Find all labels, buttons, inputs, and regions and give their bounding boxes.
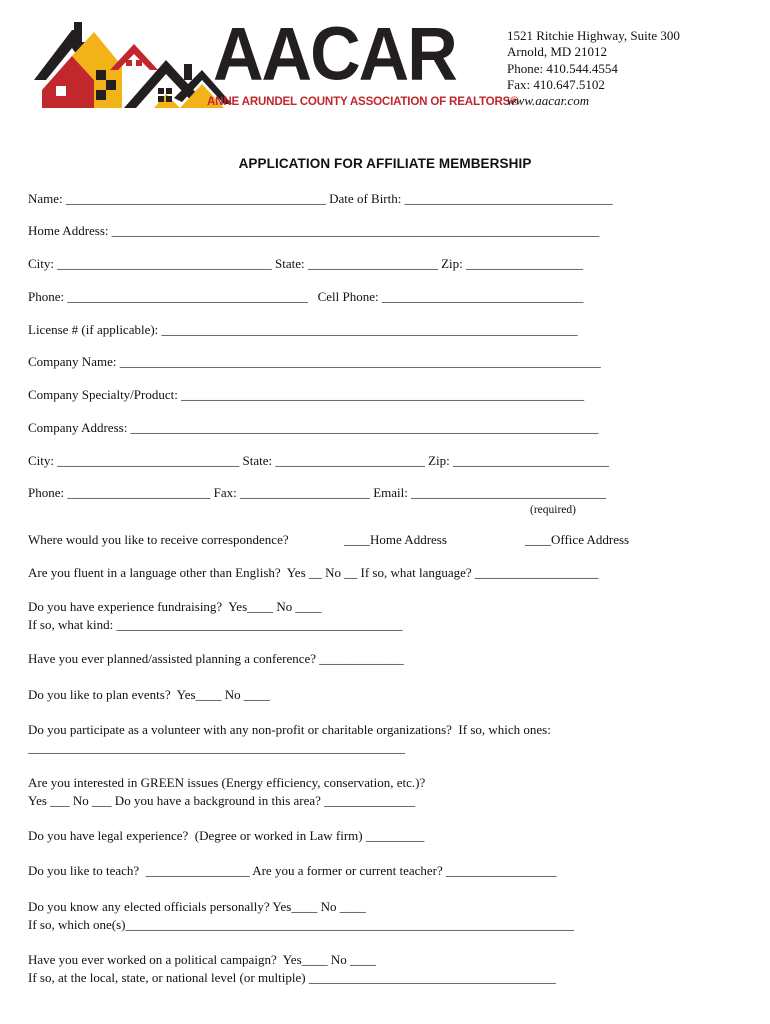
correspondence-question: Where would you like to receive correspondence? xyxy=(28,532,289,547)
address-website: www.aacar.com xyxy=(507,93,590,109)
teaching-question[interactable]: Do you like to teach? ________________ Are you a former or current teacher? _________________ xyxy=(28,863,557,878)
home-address-field[interactable]: Home Address: ___________________________________________________________________________ xyxy=(28,223,600,238)
green-issues-question: Are you interested in GREEN issues (Energy efficiency, conservation, etc.)? xyxy=(28,775,426,790)
volunteer-question: Do you participate as a volunteer with any non-profit or charitable organizations? If so, which ones: xyxy=(28,722,551,737)
city-state-zip-field[interactable]: City: _________________________________ State: ____________________ Zip: __________________ xyxy=(28,256,584,271)
language-question[interactable]: Are you fluent in a language other than English? Yes __ No __ If so, what language? ___________________ xyxy=(28,565,599,580)
campaign-level-field[interactable]: If so, at the local, state, or national level (or multiple) ______________________________________ xyxy=(28,970,556,985)
license-field[interactable]: License # (if applicable): ________________________________________________________________ xyxy=(28,322,578,337)
volunteer-answer-field[interactable]: __________________________________________________________ xyxy=(28,740,405,755)
address-city: Arnold, MD 21012 xyxy=(507,44,608,60)
fundraising-kind-field[interactable]: If so, what kind: ____________________________________________ xyxy=(28,617,403,632)
elected-officials-which-field[interactable]: If so, which one(s)_____________________________________________________________________ xyxy=(28,917,574,932)
correspondence-office-option[interactable]: ____Office Address xyxy=(525,532,630,547)
conference-question[interactable]: Have you ever planned/assisted planning a conference? _____________ xyxy=(28,651,404,666)
company-address-field[interactable]: Company Address: ________________________________________________________________________ xyxy=(28,420,599,435)
company-phone-fax-email-field[interactable]: Phone: ______________________ Fax: ____________________ Email: ______________________________ xyxy=(28,485,607,500)
name-dob-field[interactable]: Name: ________________________________________ Date of Birth: ________________________________ xyxy=(28,191,613,206)
correspondence-home-option[interactable]: ____Home Address xyxy=(344,532,447,547)
address-phone: Phone: 410.544.4554 xyxy=(507,60,618,76)
political-campaign-question[interactable]: Have you ever worked on a political campaign? Yes____ No ____ xyxy=(28,952,377,967)
events-question[interactable]: Do you like to plan events? Yes____ No ____ xyxy=(28,687,270,702)
phone-cell-field[interactable]: Phone: _____________________________________ Cell Phone: _______________________________ xyxy=(28,289,584,304)
logo-wordmark: AACAR xyxy=(213,11,456,96)
legal-experience-question[interactable]: Do you have legal experience? (Degree or worked in Law firm) _________ xyxy=(28,828,425,843)
aacar-logo-houses xyxy=(34,18,234,113)
address-street: 1521 Ritchie Highway, Suite 300 xyxy=(507,28,680,43)
company-name-field[interactable]: Company Name: __________________________________________________________________________ xyxy=(28,354,601,369)
company-specialty-field[interactable]: Company Specialty/Product: ______________________________________________________________ xyxy=(28,387,585,402)
elected-officials-question[interactable]: Do you know any elected officials personally? Yes____ No ____ xyxy=(28,899,366,914)
form-title: APPLICATION FOR AFFILIATE MEMBERSHIP xyxy=(238,156,532,171)
green-background-field[interactable]: Yes ___ No ___ Do you have a background in this area? ______________ xyxy=(28,793,416,808)
address-fax: Fax: 410.647.5102 xyxy=(507,76,605,92)
fundraising-question[interactable]: Do you have experience fundraising? Yes____ No ____ xyxy=(28,599,322,614)
company-city-state-zip-field[interactable]: City: ____________________________ State: _______________________ Zip: ________________________ xyxy=(28,453,610,468)
email-required-note: (required) xyxy=(530,504,576,516)
contact-address-block xyxy=(507,28,680,109)
logo-subtitle: ANNE ARUNDEL COUNTY ASSOCIATION OF REALTORS® xyxy=(207,95,519,108)
